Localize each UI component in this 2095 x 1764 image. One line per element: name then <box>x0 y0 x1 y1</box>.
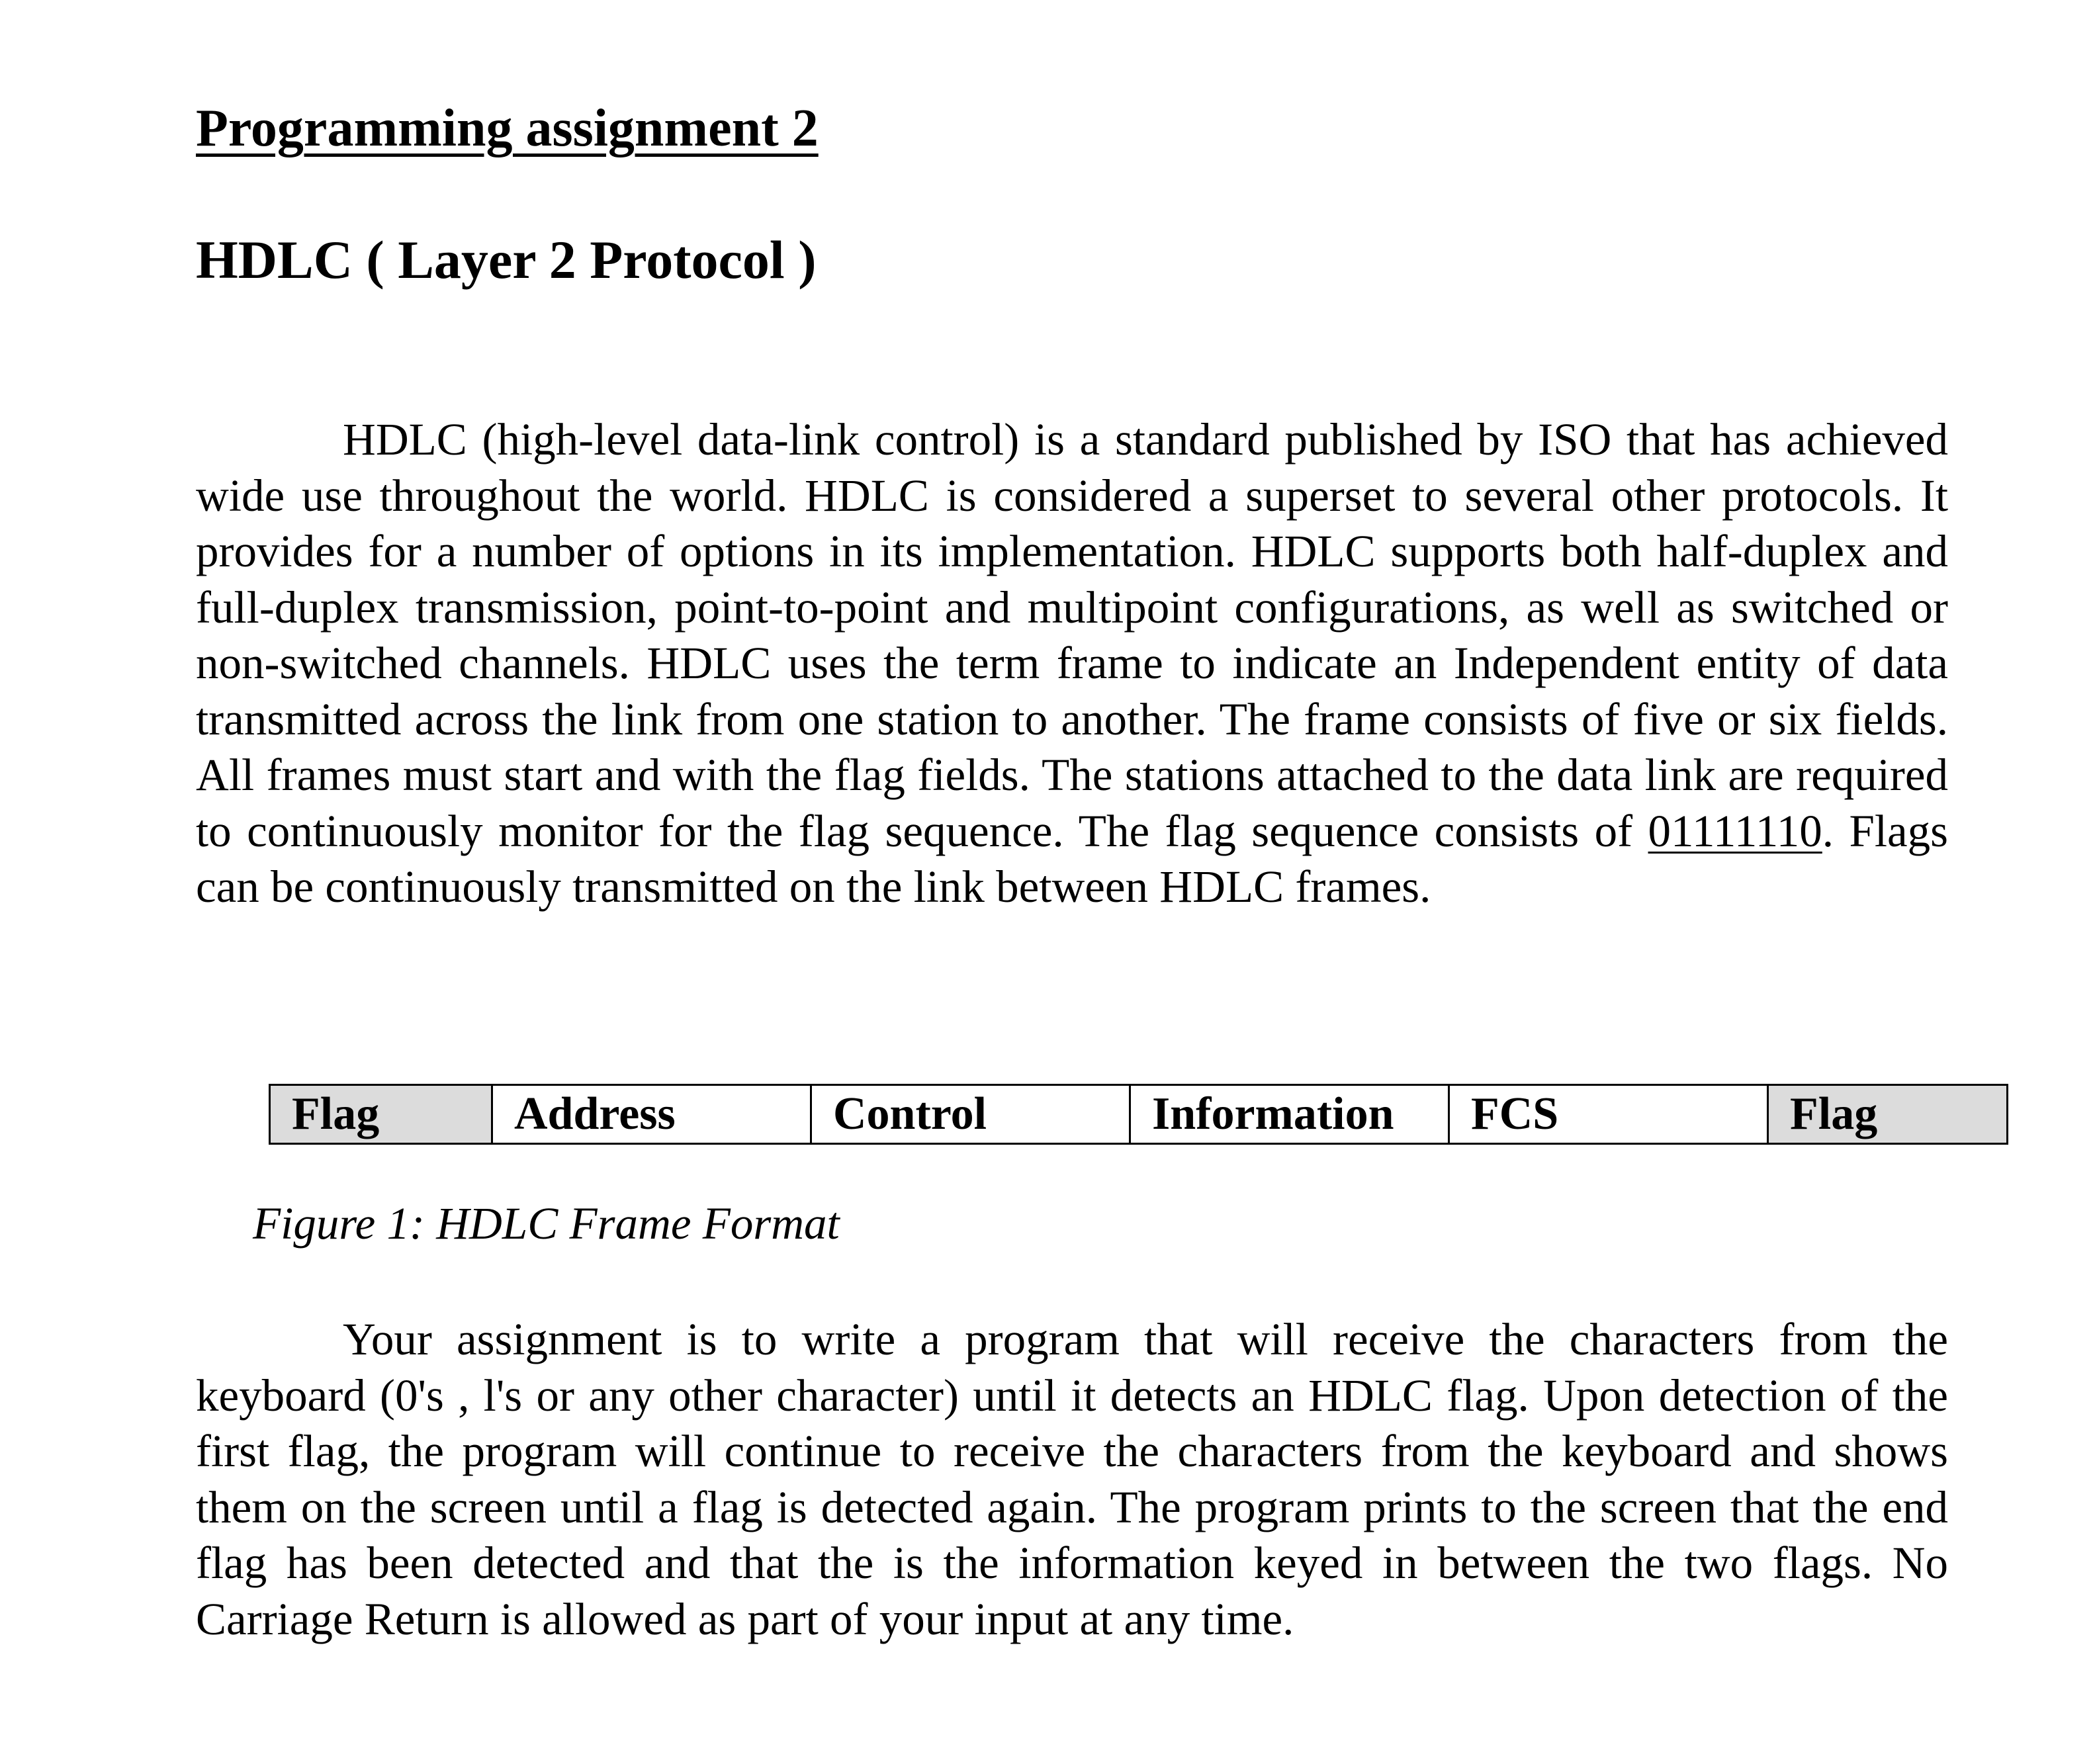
frame-field-address: Address <box>492 1085 811 1144</box>
flag-sequence-value: 01111110 <box>1648 805 1822 856</box>
intro-paragraph <box>196 412 1948 915</box>
frame-field-fcs: FCS <box>1449 1085 1768 1144</box>
intro-text-before-flag: HDLC (high-level data-link control) is a standard published by ISO that has achieved wide use throughout the world. HDLC is considered a superset to several other protocols. It provides for a number of options in its implementation. HDLC supports both half-duplex and full-duplex transmission, point-to-point and multipoint configurations, as well as switched or non-switched channels. HDLC uses the term frame to indicate an Independent entity of data transmitted across the link from one station to another. The frame consists of five or six fields. All frames must start and with the flag fields. The stations attached to the data link are required to continuously monitor for the flag sequence. The flag sequence consists of <box>196 414 1948 856</box>
intro-text-after-flag: . Flags can be continuously transmitted on the link between HDLC frames. <box>196 805 1948 912</box>
frame-field-end-flag: Flag <box>1768 1085 2008 1144</box>
frame-field-control: Control <box>811 1085 1130 1144</box>
document-title: Programming assignment 2 <box>196 99 819 157</box>
document-subtitle: HDLC ( Layer 2 Protocol ) <box>196 230 817 290</box>
frame-field-start-flag: Flag <box>270 1085 492 1144</box>
frame-field-information: Information <box>1130 1085 1449 1144</box>
frame-fields-row <box>270 1085 2008 1144</box>
figure-caption: Figure 1: HDLC Frame Format <box>253 1198 840 1249</box>
hdlc-frame-format-table <box>269 1084 2008 1145</box>
assignment-paragraph: Your assignment is to write a program that will receive the characters from the keyboard (0's , l's or any other character) until it detects an HDLC flag. Upon detection of the first flag, the program will continue to receive the characters from the keyboard and shows them on the screen until a flag is detected again. The program prints to the screen that the end flag has been detected and that the is the information keyed in between the two flags. No Carriage Return is allowed as part of your input at any time. <box>196 1314 1948 1644</box>
